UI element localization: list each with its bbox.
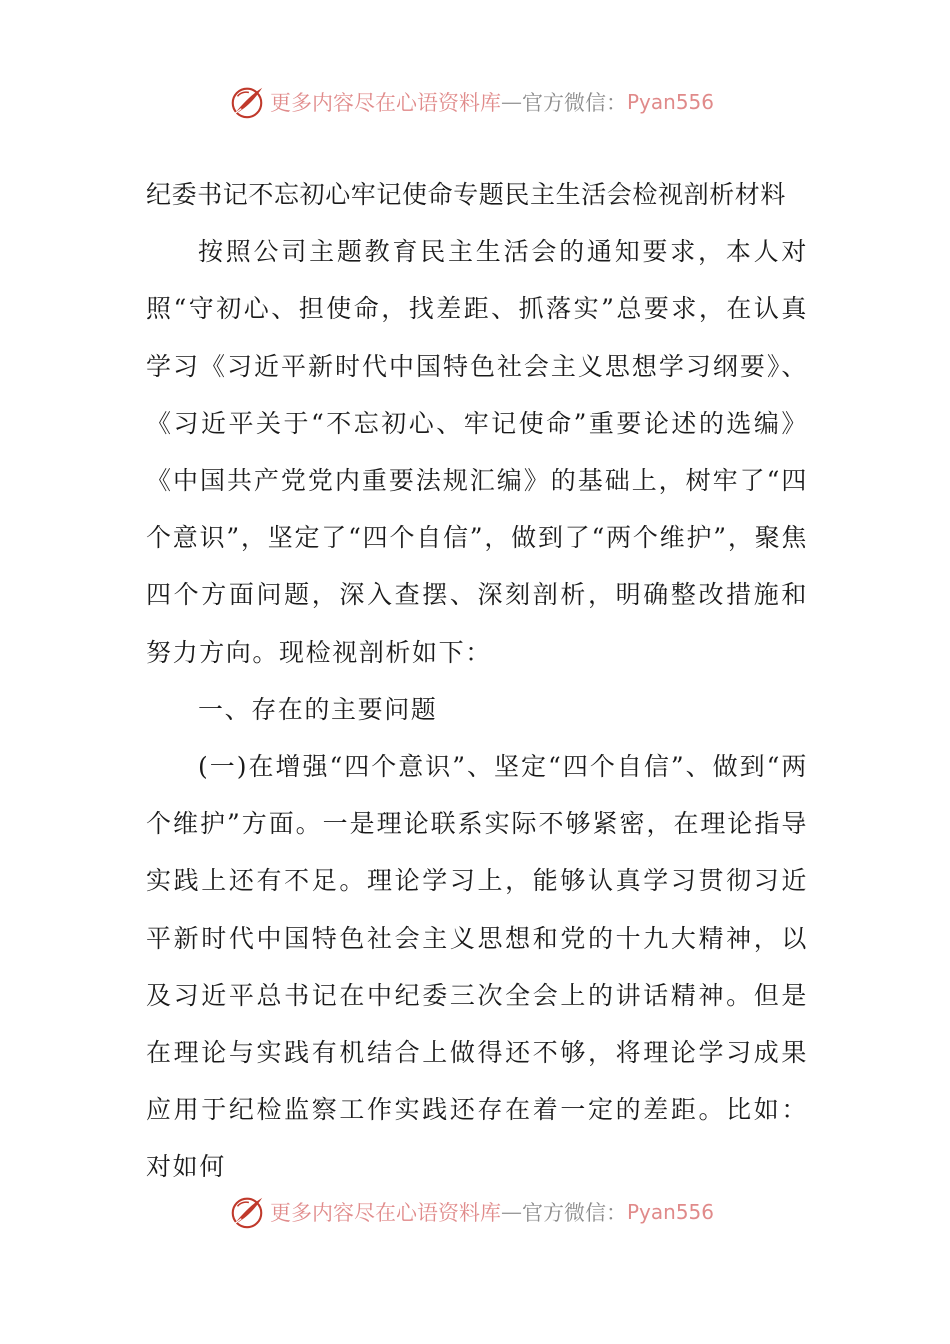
footer-separator: — (501, 1200, 522, 1224)
header-banner (228, 82, 714, 122)
header-separator: — (501, 90, 522, 114)
paragraph-intro: 按照公司主题教育民主生活会的通知要求，本人对照“守初心、担使命，找差距、抓落实”总要求，在认真学习《习近平新时代中国特色社会主义思想学习纲要》、《习近平关于“不忘初心、牢记使命”重要论述的选编》《中国共产党党内重要法规汇编》的基础上，树牢了“四个意识”，坚定了“四个自信”，做到了“两个维护”，聚焦四个方面问题，深入查摆、深刻剖析，明确整改措施和努力方向。现检视剖析如下： (146, 237, 808, 667)
footer-wechat-label: 官方微信： (522, 1201, 627, 1225)
footer-promo-text: 更多内容尽在心语资料库 (270, 1201, 501, 1225)
footer-banner (228, 1192, 714, 1232)
footer-wechat-id: Pyan556 (627, 1200, 715, 1224)
header-wechat-label: 官方微信： (522, 91, 627, 115)
header-wechat-id: Pyan556 (627, 90, 715, 114)
document-title: 纪委书记不忘初心牢记使命专题民主生活会检视剖析材料 (146, 180, 787, 209)
section-heading: 一、存在的主要问题 (198, 694, 438, 724)
paragraph-section-one: (一)在增强“四个意识”、坚定“四个自信”、做到“两个维护”方面。一是理论联系实际不够紧密，在理论指导实践上还有不足。理论学习上，能够认真学习贯彻习近平新时代中国特色社会主义思想和党的十九大精神，以及习近平总书记在中纪委三次全会上的讲话精神。但是在理论与实践有机结合上做得还不够，将理论学习成果应用于纪检监察工作实践还存在着一定的差距。比如：对如何 (146, 752, 808, 1182)
header-promo-text: 更多内容尽在心语资料库 (270, 91, 501, 115)
quill-pen-logo-icon (228, 1193, 266, 1231)
document-body (146, 166, 808, 1196)
quill-pen-logo-icon (228, 83, 266, 121)
